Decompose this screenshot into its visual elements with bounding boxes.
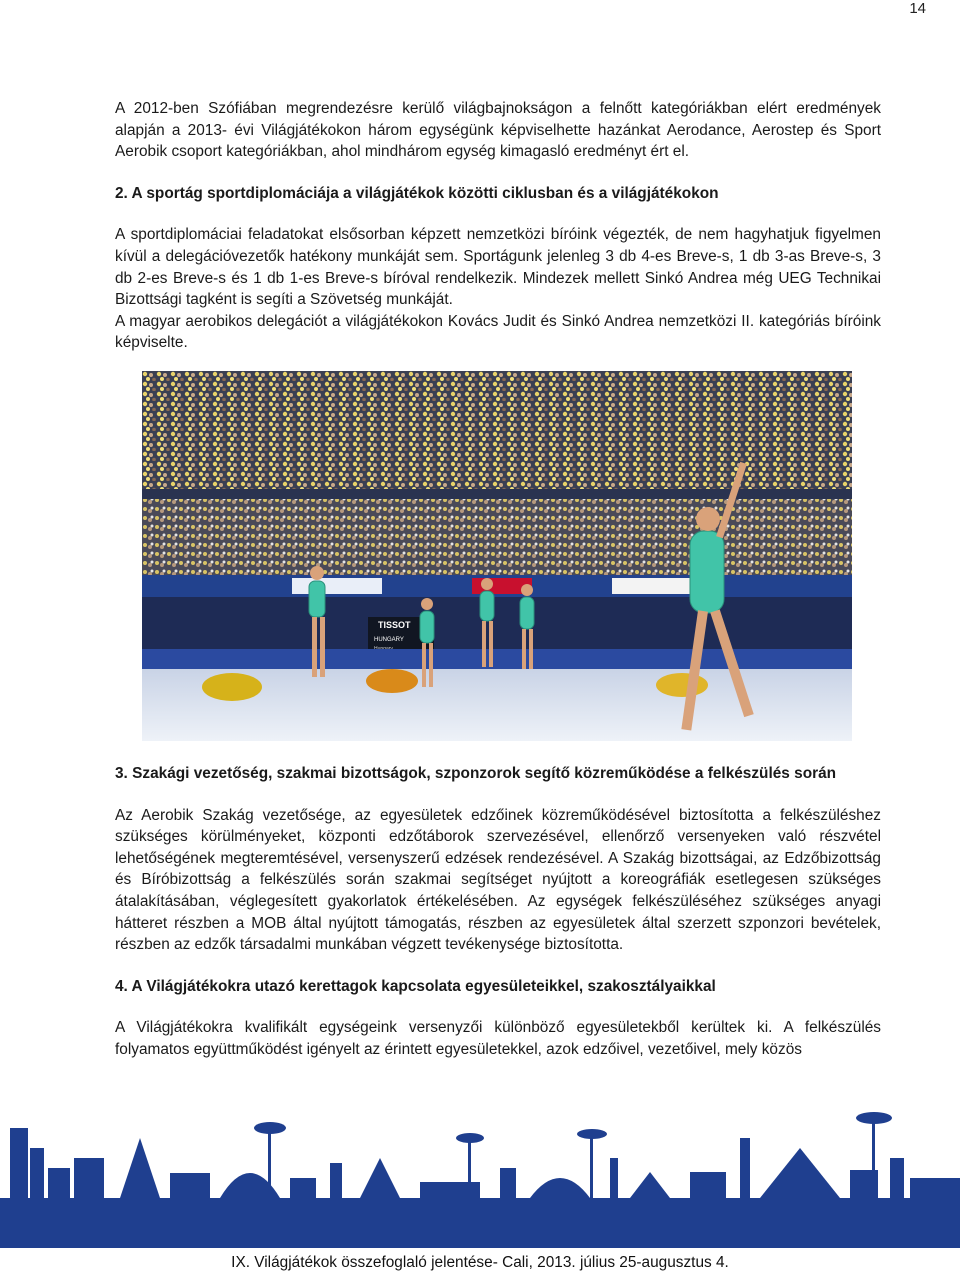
arena-scene [142,371,852,741]
upper-stands [142,371,852,491]
flower-decoration-center [366,669,418,693]
lower-stands [142,499,852,579]
section-3-heading: 3. Szakági vezetőség, szakmai bizottságok, szponzorok segítő közreműködése a felkészülés során [115,764,837,782]
section-2-heading: 2. A sportág sportdiplomáciája a világjátékok közötti ciklusban és a világjátékokon [115,184,719,202]
section-3-paragraph-1: Az Aerobik Szakág vezetősége, az egyesületek edzőinek közreműködésével biztosította a felkészüléshez szükséges körülményeket, központi edzőtáborok szervezésével, ellenőrző versenyeken való részvétel lehetőségének megteremtésével, versenyszerű edzések rendezésével. A Szakág bizottságai, az Edzőbizottság és Bíróbizottság a felkészülés során szakmai segítséget nyújtott a koreográfiák esetlegesen szükséges átalakításában, véglegesített gyakorlatok értékelésében. Az egységek felkészüléséhez szükséges anyagi hátteret részben a MOB által nyújtott támogatás, részben az egyesületek által szerzett szponzori bevételek, részben az edzők társadalmi munkában végzett tevékenysége biztosította. [115,806,881,954]
flower-decoration-left [202,673,262,701]
footer-caption: IX. Világjátékok összefoglaló jelentése- Cali, 2013. július 25-augusztus 4. [231,1254,729,1271]
intro-paragraph: A 2012-ben Szófiában megrendezésre kerülő világbajnokságon a felnőtt kategóriákban elért eredmények alapján a 2013- évi Világjátékokon három egységünk képviselhette hazánkat Aerodance, Aerostep és Sport Aerobik csoport kategóriákban, ahol mindhárom egység kimagasló eredményt ért el. [115,100,881,161]
document-body [115,98,881,1060]
section-4-paragraph-1: A Világjátékokra kvalifikált egységeink versenyzői különböző egyesületekből kerültek ki. A felkészülés folyamatos együttműködést igényelt az érintett egyesületekkel, azok edzőivel, vezetőivel, mely közös [115,1019,881,1058]
flower-decoration-right [656,673,708,697]
section-2-paragraph-2: A magyar aerobikos delegációt a világjátékokon Kovács Judit és Sinkó Andrea nemzetközi II. kategóriás bíróink képviselte. [115,312,881,352]
city-skyline-banner [0,1098,960,1248]
scoreboard-team: HUNGARY [374,636,404,643]
page-number: 14 [909,0,926,17]
section-2-paragraph-1: A sportdiplomáciai feladatokat elsősorban képzett nemzetközi bíróink végezték, de nem hagyhatjuk figyelmen kívül a delegációvezetők hatékony munkáját sem. Sportágunk jelenleg 3 db 4-es Breve-s, 1 db 3-as Breve-s, 3 db 2-es Breve-s és 1 db 1-es Breve-s bíróval rendelkezik. Mindezek mellett Sinkó Andrea még UEG Technikai Bizottsági tagként is segíti a Szövetség munkáját. [115,226,881,309]
sponsor-boards [142,649,852,669]
scoreboard-brand: TISSOT [378,619,411,630]
section-4-heading: 4. A Világjátékokra utazó kerettagok kapcsolata egyesületeikkel, szakosztályaikkal [115,977,716,995]
aerobics-photo [142,371,852,741]
